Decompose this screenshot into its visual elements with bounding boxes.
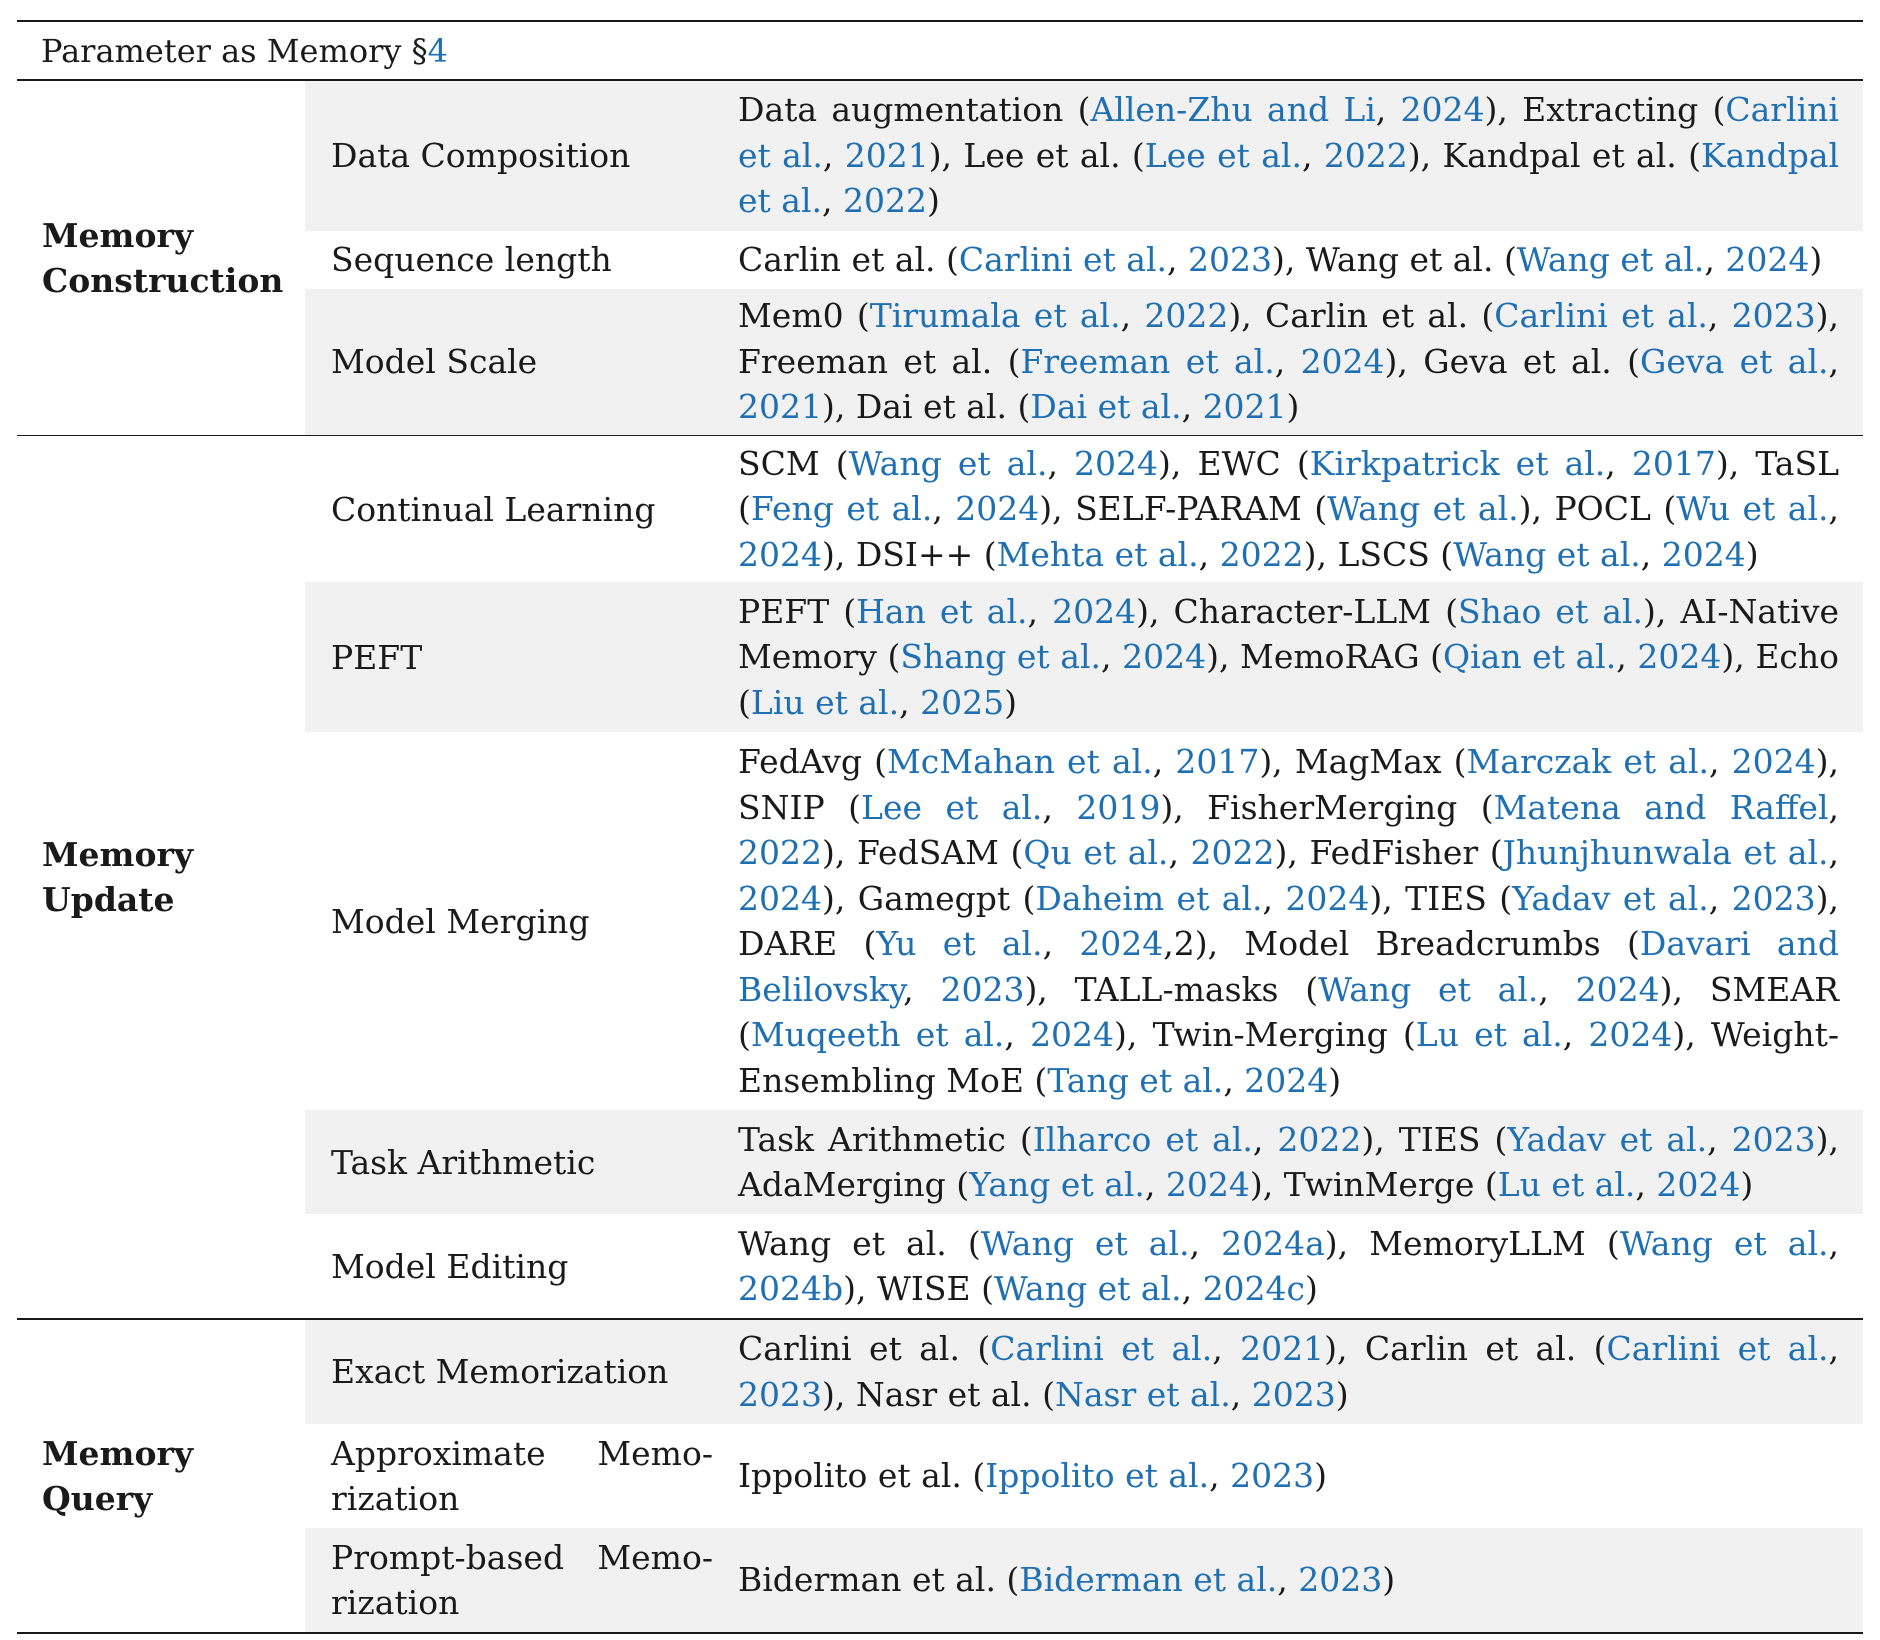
- method-name: SNIP (: [738, 787, 862, 827]
- citation-author-link[interactable]: Biderman et al.: [1019, 1559, 1278, 1599]
- method-name: Lee et al. (: [963, 135, 1145, 175]
- citation-close: ),: [821, 534, 856, 574]
- method-name: Mem0 (: [738, 296, 870, 336]
- citation-author-link[interactable]: Tirumala et al.: [869, 296, 1121, 336]
- citation-author-link[interactable]: Yadav et al.: [1512, 878, 1709, 918]
- citation-year-link[interactable]: 2023: [738, 1374, 822, 1414]
- reference-text: Biderman et al. (Biderman et al., 2023): [738, 1559, 1396, 1599]
- reference-text: Wang et al. (Wang et al., 2024a), MemoryLLM (Wang et al., 2024b), WISE (Wang et al., 2024c): [738, 1223, 1839, 1308]
- method-name: Echo (: [738, 637, 1840, 722]
- citation-close: ): [1314, 1455, 1327, 1495]
- citation-author-link[interactable]: Carlini et al.: [990, 1329, 1213, 1368]
- method-name: DARE (: [738, 924, 877, 963]
- citation-close: ),: [1136, 591, 1174, 631]
- citation-author-link[interactable]: Wang et al.: [980, 1223, 1190, 1263]
- citation-close: ),: [1484, 90, 1523, 130]
- citation-close: ),: [1303, 534, 1338, 574]
- method-name: Ippolito et al. (: [738, 1455, 986, 1495]
- citation-author-link[interactable]: Dai et al.: [1030, 387, 1182, 427]
- citation-author-link[interactable]: Yu et al.: [876, 924, 1043, 963]
- table-row: [305, 1110, 1863, 1214]
- table-row: [305, 1528, 1863, 1632]
- method-name: MagMax (: [1294, 742, 1467, 781]
- group-rows: [305, 436, 1863, 1318]
- citation-close: ): [1740, 1165, 1754, 1204]
- reference-cell: [738, 231, 1863, 289]
- citation-close: ),: [821, 833, 857, 872]
- citation-author-link[interactable]: Nasr et al.: [1054, 1374, 1231, 1414]
- citation-year-link[interactable]: 2022: [1219, 534, 1304, 574]
- group-label: Memory Construction: [42, 215, 284, 300]
- citation-year-link[interactable]: 2024: [1244, 1060, 1329, 1100]
- citation-close: ),: [821, 878, 858, 918]
- citation-close: ): [1745, 534, 1759, 574]
- citation-author-link[interactable]: Liu et al.: [750, 682, 900, 722]
- citation-close: ),: [1114, 1015, 1153, 1054]
- citation-author-link[interactable]: Carlini et al.: [1606, 1329, 1829, 1368]
- citation-year-link[interactable]: 2021: [1202, 387, 1287, 427]
- citation-year-link[interactable]: 2024: [1637, 637, 1722, 677]
- table-row: [305, 732, 1863, 1110]
- table-row: [305, 436, 1863, 582]
- group-rows: [305, 81, 1863, 435]
- method-name: FedFisher (: [1309, 833, 1503, 872]
- citation-year-link[interactable]: 2021: [844, 135, 929, 175]
- method-name: FedSAM (: [856, 833, 1024, 872]
- citation-year-link[interactable]: 2024: [1122, 637, 1207, 677]
- citation-author-link[interactable]: Matena and Raffel: [1493, 787, 1829, 827]
- citation-author-link[interactable]: Freeman et al.: [1020, 341, 1275, 381]
- method-name: TALL-masks (: [1074, 969, 1319, 1009]
- table-row: [305, 231, 1863, 289]
- table-row: [305, 582, 1863, 732]
- citation-close: ),: [821, 1374, 856, 1414]
- citation-year-link[interactable]: 2024: [1588, 1015, 1673, 1054]
- citation-author-link[interactable]: Wang et al.: [1318, 969, 1539, 1009]
- citation-year-link[interactable]: 2022: [1323, 135, 1408, 175]
- method-name: Biderman et al. (: [738, 1559, 1020, 1599]
- method-name: Data augmentation (: [738, 90, 1091, 130]
- subcategory-label: Model Merging: [331, 901, 590, 941]
- subcategory-label: Model Scale: [331, 342, 538, 381]
- citation-year-link[interactable]: 2023: [1731, 296, 1816, 336]
- method-name: TIES (: [1405, 878, 1513, 918]
- table-row: [305, 81, 1863, 231]
- method-name: Wang et al. (: [1305, 239, 1517, 279]
- citation-author-link[interactable]: Davari and Belilovsky: [738, 924, 1839, 1009]
- citation-author-link[interactable]: Marczak et al.: [1466, 742, 1710, 781]
- citation-author-link[interactable]: Allen-Zhu and Li: [1090, 90, 1376, 130]
- citation-year-link[interactable]: 2024: [1661, 534, 1746, 574]
- reference-text: Carlin et al. (Carlini et al., 2023), Wang et al. (Wang et al., 2024): [738, 239, 1823, 279]
- table-group: [17, 436, 1863, 1318]
- group-label: Memory Update: [42, 835, 194, 919]
- method-name: Character-LLM (: [1173, 591, 1458, 631]
- subcategory-label: Data Composition: [331, 136, 631, 175]
- citation-year-link[interactable]: 2023: [1731, 1119, 1816, 1159]
- citation-author-link[interactable]: Qu et al.: [1023, 833, 1169, 872]
- table-row: [305, 1214, 1863, 1318]
- method-name: SELF-PARAM (: [1075, 489, 1328, 529]
- subcategory-label: PEFT: [331, 637, 423, 677]
- citation-close: ),: [1272, 239, 1306, 279]
- table-group: [17, 1320, 1863, 1632]
- table-row: [305, 1320, 1863, 1424]
- citation-close: ),: [1160, 787, 1208, 827]
- citation-year-link[interactable]: 2017: [1631, 443, 1716, 483]
- citation-year-link[interactable]: 2024c: [1202, 1269, 1306, 1308]
- citation-author-link[interactable]: Geva et al.: [1640, 341, 1829, 381]
- method-name: EWC (: [1197, 443, 1310, 483]
- citation-author-link[interactable]: Lee et al.: [861, 787, 1043, 827]
- method-name: Carlin et al. (: [738, 239, 959, 279]
- citation-close: ,2),: [1163, 924, 1245, 963]
- subcategory-label: Exact Memorization: [331, 1352, 669, 1391]
- citation-close: ),: [1815, 296, 1839, 336]
- citation-close: ),: [1407, 135, 1443, 175]
- method-name: Wang et al. (: [738, 1223, 981, 1263]
- citation-author-link[interactable]: Wu et al.: [1676, 489, 1829, 529]
- citation-year-link[interactable]: 2024: [1300, 341, 1385, 381]
- reference-cell: [738, 81, 1863, 231]
- citation-year-link[interactable]: 2019: [1076, 787, 1161, 827]
- citation-close: ): [1305, 1269, 1318, 1308]
- method-name: PEFT (: [738, 591, 857, 631]
- reference-text: PEFT (Han et al., 2024), Character-LLM (Shao et al.), AI-Native Memory (Shang et al., 2024), MemoRAG (Qian et al., 2024), Echo (Liu et al., 2025): [738, 591, 1840, 722]
- section-link[interactable]: 4: [427, 31, 448, 70]
- citation-author-link[interactable]: Yang et al.: [969, 1165, 1145, 1204]
- citation-author-link[interactable]: Wang et al.: [1516, 239, 1705, 279]
- reference-text: Data augmentation (Allen-Zhu and Li, 2024), Extracting (Carlini et al., 2021), Lee et al. (Lee et al., 2022), Kandpal et al. (Kandpal et al., 2022): [738, 90, 1840, 221]
- method-name: POCL (: [1554, 489, 1677, 529]
- subcategory-label: Prompt-based Memorization: [331, 1537, 713, 1622]
- reference-cell: [738, 1214, 1863, 1318]
- method-name: WISE (: [876, 1269, 994, 1308]
- citation-close: ),: [843, 1269, 877, 1308]
- subcategory-label: Approximate Memorization: [331, 1433, 713, 1518]
- reference-cell: [738, 289, 1863, 435]
- method-name: TwinMerge (: [1283, 1165, 1498, 1204]
- citation-author-link[interactable]: Wang et al.: [1453, 534, 1641, 574]
- citation-close: ),: [1039, 489, 1076, 529]
- citation-author-link[interactable]: Jhunjhunwala et al.: [1502, 833, 1829, 872]
- citation-close: ): [1335, 1374, 1349, 1414]
- citation-author-link[interactable]: Ilharco et al.: [1032, 1119, 1253, 1159]
- citation-close: ): [1382, 1559, 1396, 1599]
- citation-author-link[interactable]: Wang et al.: [1327, 489, 1519, 529]
- citation-close: ),: [1274, 833, 1310, 872]
- subcategory-label: Sequence length: [331, 240, 612, 279]
- citation-year-link[interactable]: 2017: [1175, 742, 1260, 781]
- citation-year-link[interactable]: 2024a: [1221, 1223, 1325, 1263]
- reference-cell: [738, 732, 1863, 1110]
- citation-year-link[interactable]: 2021: [1240, 1329, 1325, 1368]
- citation-year-link[interactable]: 2024: [738, 878, 822, 918]
- table-header: [17, 22, 1863, 79]
- method-name: SCM (: [738, 443, 849, 483]
- method-name: Extracting (: [1522, 90, 1726, 130]
- taxonomy-table: [17, 20, 1863, 1634]
- method-name: Gamegpt (: [857, 878, 1036, 918]
- method-name: FisherMerging (: [1207, 787, 1494, 827]
- citation-close: ),: [1384, 341, 1424, 381]
- method-name: Task Arithmetic (: [738, 1119, 1033, 1159]
- citation-close: ),: [1518, 489, 1555, 529]
- citation-author-link[interactable]: Lu et al.: [1415, 1015, 1563, 1054]
- reference-text: Mem0 (Tirumala et al., 2022), Carlin et al. (Carlini et al., 2023), Freeman et al. (Freeman et al., 2024), Geva et al. (Geva et al., 2021), Dai et al. (Dai et al., 2021): [738, 296, 1840, 427]
- table-row: [305, 289, 1863, 435]
- method-name: Model Breadcrumbs (: [1244, 924, 1640, 963]
- citation-author-link[interactable]: Muqeeth et al.: [750, 1015, 1005, 1054]
- citation-year-link[interactable]: 2024: [1285, 878, 1370, 918]
- citation-author-link[interactable]: Tang et al.: [1047, 1060, 1224, 1100]
- reference-cell: [738, 1110, 1863, 1214]
- method-name: Twin-Merging (: [1152, 1015, 1416, 1054]
- method-name: FedAvg (: [738, 742, 888, 781]
- citation-author-link[interactable]: Lu et al.: [1497, 1165, 1636, 1204]
- method-name: Geva et al. (: [1423, 341, 1641, 381]
- citation-author-link[interactable]: McMahan et al.: [887, 742, 1153, 781]
- citation-close: ),: [1721, 637, 1756, 677]
- method-name: LSCS (: [1337, 534, 1454, 574]
- subcategory-label: Model Editing: [331, 1246, 569, 1286]
- citation-close: ),: [1815, 1119, 1839, 1159]
- citation-year-link[interactable]: 2024: [1656, 1165, 1741, 1204]
- reference-text: FedAvg (McMahan et al., 2017), MagMax (Marczak et al., 2024), SNIP (Lee et al., 2019), FisherMerging (Matena and Raffel, 2022), FedSAM (Qu et al., 2022), FedFisher (Jhunjhunwala et al., 2024), Gamegpt (Daheim et al., 2024), TIES (Yadav et al., 2023), DARE (Yu et al., 2024,2), Model Breadcrumbs (Davari and Belilovsky, 2023), TALL-masks (Wang et al., 2024), SMEAR (Muqeeth et al., 2024), Twin-Merging (Lu et al., 2024), Weight-Ensembling MoE (Tang et al., 2024): [738, 742, 1840, 1100]
- citation-year-link[interactable]: 2023: [1230, 1455, 1315, 1495]
- subcategory-label: Task Arithmetic: [331, 1142, 596, 1182]
- citation-author-link[interactable]: Carlini et al.: [958, 239, 1168, 279]
- citation-year-link[interactable]: 2024: [1575, 969, 1660, 1009]
- citation-year-link[interactable]: 2024: [1030, 1015, 1115, 1054]
- citation-year-link[interactable]: 2023: [1298, 1559, 1383, 1599]
- citation-close: ),: [1249, 1165, 1284, 1204]
- citation-year-link[interactable]: 2023: [1731, 878, 1816, 918]
- citation-close: ): [926, 181, 940, 221]
- citation-close: ),: [1369, 878, 1406, 918]
- method-name: TIES (: [1398, 1119, 1508, 1159]
- citation-year-link[interactable]: 2024: [1725, 239, 1810, 279]
- citation-author-link[interactable]: Shang et al.: [900, 637, 1101, 677]
- citation-close: ),: [1024, 969, 1075, 1009]
- reference-text: Task Arithmetic (Ilharco et al., 2022), TIES (Yadav et al., 2023), AdaMerging (Yang et al., 2024), TwinMerge (Lu et al., 2024): [738, 1119, 1839, 1204]
- citation-author-link[interactable]: Ippolito et al.: [985, 1455, 1210, 1495]
- citation-close: ),: [1206, 637, 1241, 677]
- method-name: DSI++ (: [855, 534, 997, 574]
- citation-close: ),: [1715, 443, 1756, 483]
- citation-year-link[interactable]: 2022: [738, 833, 822, 872]
- citation-year-link[interactable]: 2024: [1731, 742, 1816, 781]
- method-name: Kandpal et al. (: [1442, 135, 1701, 175]
- citation-author-link[interactable]: Wang et al.: [848, 443, 1048, 483]
- citation-year-link[interactable]: 2024: [955, 489, 1040, 529]
- method-name: Nasr et al. (: [855, 1374, 1055, 1414]
- citation-close: ): [1328, 1060, 1342, 1100]
- reference-text: Carlini et al. (Carlini et al., 2021), Carlin et al. (Carlini et al., 2023), Nasr et al. (Nasr et al., 2023): [738, 1329, 1839, 1414]
- method-name: TaSL (: [738, 443, 1839, 529]
- citation-close: ),: [1324, 1223, 1370, 1263]
- table-body: [17, 81, 1863, 1632]
- citation-author-link[interactable]: Mehta et al.: [996, 534, 1199, 574]
- citation-author-link[interactable]: Carlini et al.: [738, 90, 1839, 175]
- method-name: Dai et al. (: [855, 387, 1031, 427]
- citation-close: ),: [1659, 969, 1710, 1009]
- citation-close: ),: [1672, 1015, 1711, 1054]
- subcategory-label: Continual Learning: [331, 489, 656, 529]
- method-name: Carlini et al. (: [738, 1329, 991, 1368]
- reference-cell: [738, 582, 1863, 732]
- citation-year-link[interactable]: 2022: [1190, 833, 1275, 872]
- citation-author-link[interactable]: Kandpal et al.: [738, 135, 1840, 221]
- group-rows: [305, 1320, 1863, 1632]
- citation-close: ),: [1815, 742, 1840, 781]
- method-name: AI-Native Memory (: [738, 591, 1840, 677]
- citation-author-link[interactable]: Qian et al.: [1443, 637, 1617, 677]
- citation-year-link[interactable]: 2024: [1052, 591, 1137, 631]
- bottom-rule: [17, 1632, 1863, 1634]
- method-name: Carlin et al. (: [1364, 1329, 1607, 1368]
- citation-close: ),: [1158, 443, 1198, 483]
- reference-cell: [738, 1424, 1863, 1528]
- citation-year-link[interactable]: 2022: [1277, 1119, 1362, 1159]
- citation-year-link[interactable]: 2024: [1165, 1165, 1250, 1204]
- citation-close: ),: [1815, 878, 1839, 918]
- citation-year-link[interactable]: 2021: [738, 387, 822, 427]
- citation-close: ),: [821, 387, 856, 427]
- citation-year-link[interactable]: 2024: [738, 534, 822, 574]
- table-row: [305, 1424, 1863, 1528]
- citation-author-link[interactable]: Daheim et al.: [1035, 878, 1263, 918]
- method-name: Freeman et al. (: [738, 341, 1021, 381]
- citation-close: ),: [1324, 1329, 1365, 1368]
- citation-close: ): [1004, 682, 1017, 722]
- citation-year-link[interactable]: 2022: [1144, 296, 1229, 336]
- citation-author-link[interactable]: Lee et al.: [1144, 135, 1302, 175]
- method-name: Weight-Ensembling MoE (: [738, 1015, 1839, 1100]
- citation-close: ),: [1259, 742, 1295, 781]
- citation-author-link[interactable]: Yadav et al.: [1507, 1119, 1708, 1159]
- citation-year-link[interactable]: 2024: [1079, 924, 1164, 963]
- citation-year-link[interactable]: 2023: [1251, 1374, 1336, 1414]
- citation-author-link[interactable]: Kirkpatrick et al.: [1309, 443, 1606, 483]
- reference-cell: [738, 436, 1863, 582]
- citation-year-link[interactable]: 2022: [842, 181, 927, 221]
- citation-author-link[interactable]: Han et al.: [856, 591, 1028, 631]
- reference-text: SCM (Wang et al., 2024), EWC (Kirkpatrick et al., 2017), TaSL (Feng et al., 2024), SELF-PARAM (Wang et al.), POCL (Wu et al., 2024), DSI++ (Mehta et al., 2022), LSCS (Wang et al., 2024): [738, 443, 1839, 574]
- method-name: SMEAR (: [738, 969, 1839, 1054]
- citation-author-link[interactable]: Wang et al.: [993, 1269, 1182, 1308]
- citation-year-link[interactable]: 2023: [940, 969, 1025, 1009]
- citation-close: ),: [1361, 1119, 1399, 1159]
- group-label: Memory Query: [42, 1433, 194, 1518]
- reference-cell: [738, 1528, 1863, 1632]
- method-name: AdaMerging (: [738, 1165, 970, 1204]
- method-name: Carlin et al. (: [1264, 296, 1495, 336]
- method-name: MemoryLLM (: [1369, 1223, 1620, 1263]
- citation-year-link[interactable]: 2024: [1074, 443, 1159, 483]
- citation-year-link[interactable]: 2025: [920, 682, 1005, 722]
- citation-author-link[interactable]: Carlini et al.: [1494, 296, 1708, 336]
- reference-text: Ippolito et al. (Ippolito et al., 2023): [738, 1455, 1327, 1495]
- table-group: [17, 81, 1863, 435]
- citation-close: ): [1286, 387, 1300, 427]
- citation-year-link[interactable]: 2024b: [738, 1269, 844, 1308]
- citation-year-link[interactable]: 2023: [1188, 239, 1272, 279]
- citation-year-link[interactable]: 2024: [1400, 90, 1485, 130]
- citation-author-link[interactable]: Shao et al.: [1457, 591, 1644, 631]
- citation-close: ),: [928, 135, 964, 175]
- reference-cell: [738, 1320, 1863, 1424]
- method-name: MemoRAG (: [1240, 637, 1444, 677]
- citation-author-link[interactable]: Wang et al.: [1619, 1223, 1829, 1263]
- citation-author-link[interactable]: Feng et al.: [750, 489, 933, 529]
- citation-close: ): [1809, 239, 1823, 279]
- citation-close: ),: [1643, 591, 1681, 631]
- citation-close: ),: [1228, 296, 1265, 336]
- header-title: Parameter as Memory §: [41, 31, 428, 70]
